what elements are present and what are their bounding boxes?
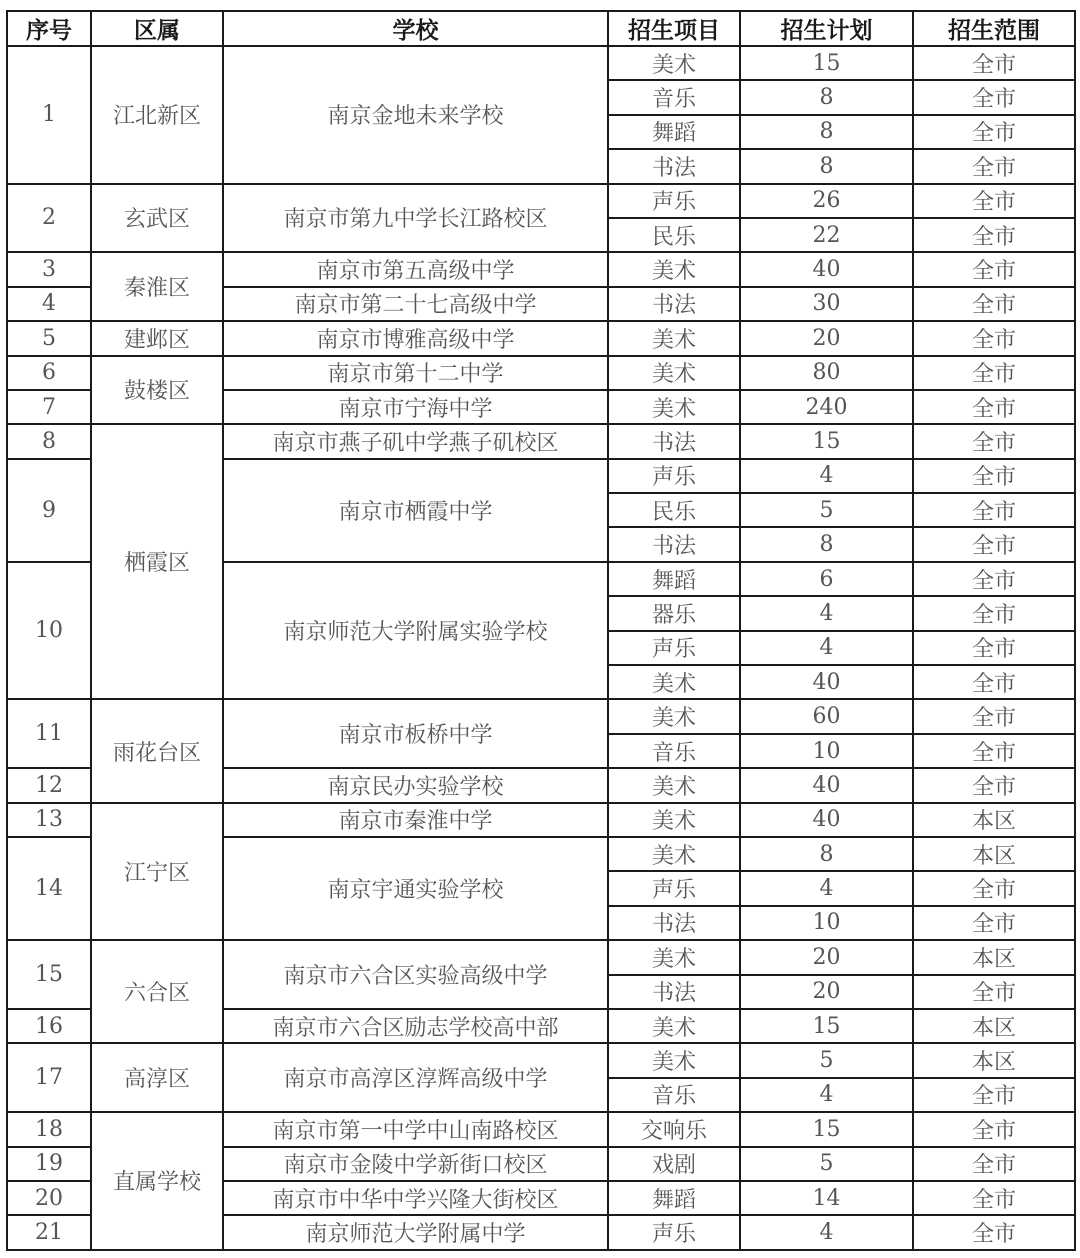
scope-cell: 全市 [913, 390, 1075, 424]
school-cell: 南京市金陵中学新街口校区 [223, 1147, 608, 1181]
plan-cell: 8 [740, 527, 913, 561]
table-row [7, 1043, 1075, 1077]
plan-cell: 26 [740, 184, 913, 218]
scope-cell: 全市 [913, 218, 1075, 252]
project-cell: 美术 [608, 837, 740, 871]
scope-cell: 全市 [913, 493, 1075, 527]
school-cell: 南京市高淳区淳辉高级中学 [223, 1043, 608, 1112]
plan-cell: 240 [740, 390, 913, 424]
plan-cell: 8 [740, 837, 913, 871]
row-number: 18 [7, 1112, 91, 1146]
project-cell: 美术 [608, 699, 740, 733]
scope-cell: 本区 [913, 837, 1075, 871]
scope-cell: 全市 [913, 46, 1075, 80]
header-no: 序号 [7, 11, 91, 46]
district-cell: 栖霞区 [91, 424, 223, 699]
plan-cell: 40 [740, 665, 913, 699]
project-cell: 声乐 [608, 1215, 740, 1249]
table-row [7, 1112, 1075, 1146]
plan-cell: 4 [740, 1215, 913, 1249]
header-district: 区属 [91, 11, 223, 46]
scope-cell: 全市 [913, 287, 1075, 321]
school-cell: 南京市栖霞中学 [223, 459, 608, 562]
scope-cell: 全市 [913, 184, 1075, 218]
plan-cell: 4 [740, 631, 913, 665]
plan-cell: 40 [740, 768, 913, 802]
school-cell: 南京宇通实验学校 [223, 837, 608, 940]
scope-cell: 全市 [913, 665, 1075, 699]
school-cell: 南京市燕子矶中学燕子矶校区 [223, 424, 608, 458]
plan-cell: 15 [740, 1009, 913, 1043]
scope-cell: 全市 [913, 459, 1075, 493]
row-number: 20 [7, 1181, 91, 1215]
school-cell: 南京师范大学附属中学 [223, 1215, 608, 1249]
row-number: 3 [7, 252, 91, 286]
scope-cell: 全市 [913, 699, 1075, 733]
plan-cell: 20 [740, 940, 913, 974]
school-cell: 南京市中华中学兴隆大街校区 [223, 1181, 608, 1215]
project-cell: 美术 [608, 665, 740, 699]
project-cell: 美术 [608, 390, 740, 424]
plan-cell: 80 [740, 356, 913, 390]
school-cell: 南京市六合区励志学校高中部 [223, 1009, 608, 1043]
row-number: 13 [7, 803, 91, 837]
row-number: 9 [7, 459, 91, 562]
plan-cell: 22 [740, 218, 913, 252]
plan-cell: 10 [740, 906, 913, 940]
project-cell: 声乐 [608, 459, 740, 493]
plan-cell: 30 [740, 287, 913, 321]
school-cell: 南京民办实验学校 [223, 768, 608, 802]
project-cell: 美术 [608, 768, 740, 802]
project-cell: 美术 [608, 1043, 740, 1077]
table-row [7, 252, 1075, 286]
school-cell: 南京市宁海中学 [223, 390, 608, 424]
project-cell: 书法 [608, 149, 740, 183]
scope-cell: 全市 [913, 80, 1075, 114]
scope-cell: 本区 [913, 803, 1075, 837]
project-cell: 声乐 [608, 631, 740, 665]
plan-cell: 40 [740, 803, 913, 837]
project-cell: 舞蹈 [608, 1181, 740, 1215]
school-cell: 南京市第九中学长江路校区 [223, 184, 608, 253]
plan-cell: 20 [740, 975, 913, 1009]
project-cell: 戏剧 [608, 1147, 740, 1181]
scope-cell: 全市 [913, 115, 1075, 149]
scope-cell: 全市 [913, 1112, 1075, 1146]
project-cell: 美术 [608, 356, 740, 390]
project-cell: 美术 [608, 252, 740, 286]
district-cell: 鼓楼区 [91, 356, 223, 425]
scope-cell: 全市 [913, 562, 1075, 596]
plan-cell: 8 [740, 149, 913, 183]
district-cell: 江北新区 [91, 46, 223, 184]
scope-cell: 全市 [913, 734, 1075, 768]
project-cell: 舞蹈 [608, 115, 740, 149]
row-number: 10 [7, 562, 91, 700]
row-number: 14 [7, 837, 91, 940]
enrollment-table [6, 10, 1076, 1251]
header-plan: 招生计划 [740, 11, 913, 46]
district-cell: 玄武区 [91, 184, 223, 253]
header-school: 学校 [223, 11, 608, 46]
project-cell: 民乐 [608, 493, 740, 527]
project-cell: 书法 [608, 975, 740, 1009]
project-cell: 书法 [608, 527, 740, 561]
scope-cell: 全市 [913, 424, 1075, 458]
plan-cell: 8 [740, 115, 913, 149]
project-cell: 声乐 [608, 871, 740, 905]
school-cell: 南京市博雅高级中学 [223, 321, 608, 355]
district-cell: 建邺区 [91, 321, 223, 355]
scope-cell: 本区 [913, 1009, 1075, 1043]
scope-cell: 全市 [913, 1078, 1075, 1112]
table-row [7, 184, 1075, 218]
plan-cell: 40 [740, 252, 913, 286]
project-cell: 美术 [608, 321, 740, 355]
plan-cell: 15 [740, 46, 913, 80]
project-cell: 美术 [608, 1009, 740, 1043]
plan-cell: 8 [740, 80, 913, 114]
scope-cell: 全市 [913, 975, 1075, 1009]
table-row [7, 356, 1075, 390]
table-body [7, 46, 1075, 1250]
row-number: 1 [7, 46, 91, 184]
district-cell: 高淳区 [91, 1043, 223, 1112]
row-number: 15 [7, 940, 91, 1009]
scope-cell: 全市 [913, 527, 1075, 561]
school-cell: 南京市板桥中学 [223, 699, 608, 768]
plan-cell: 60 [740, 699, 913, 733]
plan-cell: 4 [740, 596, 913, 630]
scope-cell: 全市 [913, 1147, 1075, 1181]
district-cell: 秦淮区 [91, 252, 223, 321]
project-cell: 音乐 [608, 734, 740, 768]
project-cell: 民乐 [608, 218, 740, 252]
scope-cell: 全市 [913, 906, 1075, 940]
table-row [7, 803, 1075, 837]
district-cell: 六合区 [91, 940, 223, 1043]
header-project: 招生项目 [608, 11, 740, 46]
plan-cell: 15 [740, 424, 913, 458]
project-cell: 美术 [608, 940, 740, 974]
row-number: 4 [7, 287, 91, 321]
scope-cell: 全市 [913, 596, 1075, 630]
scope-cell: 全市 [913, 252, 1075, 286]
project-cell: 美术 [608, 46, 740, 80]
project-cell: 书法 [608, 906, 740, 940]
school-cell: 南京市第一中学中山南路校区 [223, 1112, 608, 1146]
row-number: 2 [7, 184, 91, 253]
school-cell: 南京金地未来学校 [223, 46, 608, 184]
scope-cell: 本区 [913, 1043, 1075, 1077]
project-cell: 书法 [608, 287, 740, 321]
project-cell: 书法 [608, 424, 740, 458]
header-row [7, 11, 1075, 46]
row-number: 19 [7, 1147, 91, 1181]
plan-cell: 6 [740, 562, 913, 596]
plan-cell: 5 [740, 493, 913, 527]
plan-cell: 20 [740, 321, 913, 355]
scope-cell: 全市 [913, 871, 1075, 905]
row-number: 6 [7, 356, 91, 390]
district-cell: 直属学校 [91, 1112, 223, 1250]
plan-cell: 4 [740, 1078, 913, 1112]
school-cell: 南京师范大学附属实验学校 [223, 562, 608, 700]
plan-cell: 4 [740, 871, 913, 905]
row-number: 17 [7, 1043, 91, 1112]
row-number: 7 [7, 390, 91, 424]
plan-cell: 14 [740, 1181, 913, 1215]
project-cell: 交响乐 [608, 1112, 740, 1146]
row-number: 11 [7, 699, 91, 768]
school-cell: 南京市第五高级中学 [223, 252, 608, 286]
row-number: 5 [7, 321, 91, 355]
school-cell: 南京市第十二中学 [223, 356, 608, 390]
project-cell: 器乐 [608, 596, 740, 630]
project-cell: 舞蹈 [608, 562, 740, 596]
scope-cell: 全市 [913, 631, 1075, 665]
scope-cell: 全市 [913, 356, 1075, 390]
row-number: 12 [7, 768, 91, 802]
scope-cell: 全市 [913, 321, 1075, 355]
table-row [7, 46, 1075, 80]
row-number: 21 [7, 1215, 91, 1249]
project-cell: 音乐 [608, 80, 740, 114]
project-cell: 声乐 [608, 184, 740, 218]
district-cell: 雨花台区 [91, 699, 223, 802]
school-cell: 南京市第二十七高级中学 [223, 287, 608, 321]
project-cell: 音乐 [608, 1078, 740, 1112]
project-cell: 美术 [608, 803, 740, 837]
plan-cell: 5 [740, 1147, 913, 1181]
school-cell: 南京市六合区实验高级中学 [223, 940, 608, 1009]
plan-cell: 5 [740, 1043, 913, 1077]
scope-cell: 全市 [913, 1215, 1075, 1249]
row-number: 16 [7, 1009, 91, 1043]
scope-cell: 全市 [913, 149, 1075, 183]
plan-cell: 15 [740, 1112, 913, 1146]
plan-cell: 4 [740, 459, 913, 493]
row-number: 8 [7, 424, 91, 458]
table-row [7, 424, 1075, 458]
header-scope: 招生范围 [913, 11, 1075, 46]
scope-cell: 全市 [913, 768, 1075, 802]
school-cell: 南京市秦淮中学 [223, 803, 608, 837]
scope-cell: 本区 [913, 940, 1075, 974]
scope-cell: 全市 [913, 1181, 1075, 1215]
table-row [7, 321, 1075, 355]
district-cell: 江宁区 [91, 803, 223, 941]
table-row [7, 940, 1075, 974]
plan-cell: 10 [740, 734, 913, 768]
table-row [7, 699, 1075, 733]
